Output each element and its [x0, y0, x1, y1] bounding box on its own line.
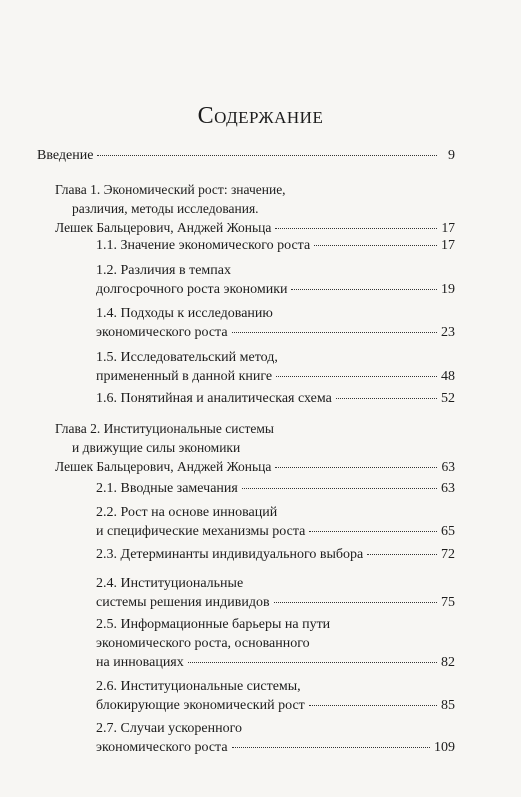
- bleed-through-text: [210, 38, 213, 53]
- toc-entry-1-5[interactable]: [96, 348, 455, 386]
- page-number: 48: [441, 369, 455, 384]
- toc-entry-authors: Лешек Бальцерович, Анджей Жоньца: [55, 220, 272, 235]
- page-number: 72: [441, 547, 455, 562]
- toc-entry-title: блокирующие экономический рост: [96, 698, 305, 713]
- leader-dots: [275, 227, 437, 229]
- page-number: 17: [441, 238, 455, 253]
- toc-entry-line: 2.4. Институциональные: [96, 576, 244, 591]
- leader-dots: [275, 466, 437, 468]
- page-number: 17: [441, 220, 455, 235]
- toc-entry-title: 1.6. Понятийная и аналитическая схема: [96, 391, 332, 406]
- leader-dots: [232, 746, 430, 748]
- toc-entry-title: экономического роста: [96, 740, 228, 755]
- page-number: 19: [441, 282, 455, 297]
- page-number: 63: [441, 459, 455, 474]
- leader-dots: [309, 530, 437, 532]
- toc-entry-1-1[interactable]: [96, 236, 455, 255]
- toc-entry-chapter-2[interactable]: [55, 419, 455, 476]
- page-number: 82: [441, 655, 455, 670]
- leader-dots: [242, 487, 437, 489]
- toc-entry-2-7[interactable]: [96, 719, 455, 757]
- page-number: 23: [441, 325, 455, 340]
- toc-entry-title: примененный в данной книге: [96, 369, 273, 384]
- leader-dots: [188, 661, 437, 663]
- toc-entry-2-2[interactable]: [96, 503, 455, 541]
- toc-entry-intro[interactable]: [37, 146, 455, 165]
- toc-entry-line: различия, методы исследования.: [72, 201, 259, 216]
- toc-entry-line: 1.5. Исследовательский метод,: [96, 350, 278, 365]
- toc-entry-line: 2.6. Институциональные системы,: [96, 679, 301, 694]
- toc-entry-line: Глава 2. Институциональные системы: [55, 421, 274, 436]
- page-number: 9: [448, 148, 455, 163]
- toc-entry-title: долгосрочного роста экономики: [96, 282, 288, 297]
- leader-dots: [367, 553, 437, 555]
- toc-entry-line: 1.4. Подходы к исследованию: [96, 306, 273, 321]
- toc-entry-title: Введение: [37, 148, 94, 163]
- toc-entry-title: 2.3. Детерминанты индивидуального выбора: [96, 547, 364, 562]
- toc-entry-line: 2.7. Случаи ускоренного: [96, 721, 242, 736]
- toc-entry-title: 1.1. Значение экономического роста: [96, 238, 311, 253]
- toc-entry-line: и движущие силы экономики: [72, 440, 241, 455]
- toc-entry-line: 2.2. Рост на основе инноваций: [96, 505, 278, 520]
- page-number: 65: [441, 524, 455, 539]
- page-number: 75: [441, 595, 455, 610]
- leader-dots: [232, 331, 437, 333]
- toc-entry-1-2[interactable]: [96, 261, 455, 299]
- toc-entry-line: 2.5. Информационные барьеры на пути: [96, 617, 331, 632]
- toc-entry-2-5[interactable]: [96, 615, 455, 672]
- page-number: 52: [441, 391, 455, 406]
- page-number: 85: [441, 698, 455, 713]
- leader-dots: [314, 244, 437, 246]
- toc-entry-1-6[interactable]: [96, 389, 455, 408]
- toc-entry-title: и специфические механизмы роста: [96, 524, 306, 539]
- page-title: Содержание: [197, 103, 324, 129]
- toc-entry-title: 2.1. Вводные замечания: [96, 481, 238, 496]
- toc-entry-title: экономического роста: [96, 325, 228, 340]
- page-number: 109: [434, 740, 455, 755]
- toc-entry-2-3[interactable]: [96, 545, 455, 564]
- toc-entry-line: Глава 1. Экономический рост: значение,: [55, 182, 286, 197]
- leader-dots: [97, 154, 437, 156]
- leader-dots: [274, 601, 437, 603]
- toc-entry-2-6[interactable]: [96, 677, 455, 715]
- toc-entry-chapter-1[interactable]: [55, 180, 455, 237]
- toc-entry-title: на инновациях: [96, 655, 184, 670]
- leader-dots: [309, 704, 437, 706]
- leader-dots: [291, 288, 437, 290]
- toc-entry-title: системы решения индивидов: [96, 595, 270, 610]
- leader-dots: [276, 375, 437, 377]
- leader-dots: [336, 397, 437, 399]
- toc-entry-2-1[interactable]: [96, 479, 455, 498]
- toc-entry-1-4[interactable]: [96, 304, 455, 342]
- toc-entry-line: 1.2. Различия в темпах: [96, 263, 231, 278]
- toc-entry-authors: Лешек Бальцерович, Анджей Жоньца: [55, 459, 272, 474]
- toc-entry-line: экономического роста, основанного: [96, 636, 310, 651]
- page-number: 63: [441, 481, 455, 496]
- toc-entry-2-4[interactable]: [96, 574, 455, 612]
